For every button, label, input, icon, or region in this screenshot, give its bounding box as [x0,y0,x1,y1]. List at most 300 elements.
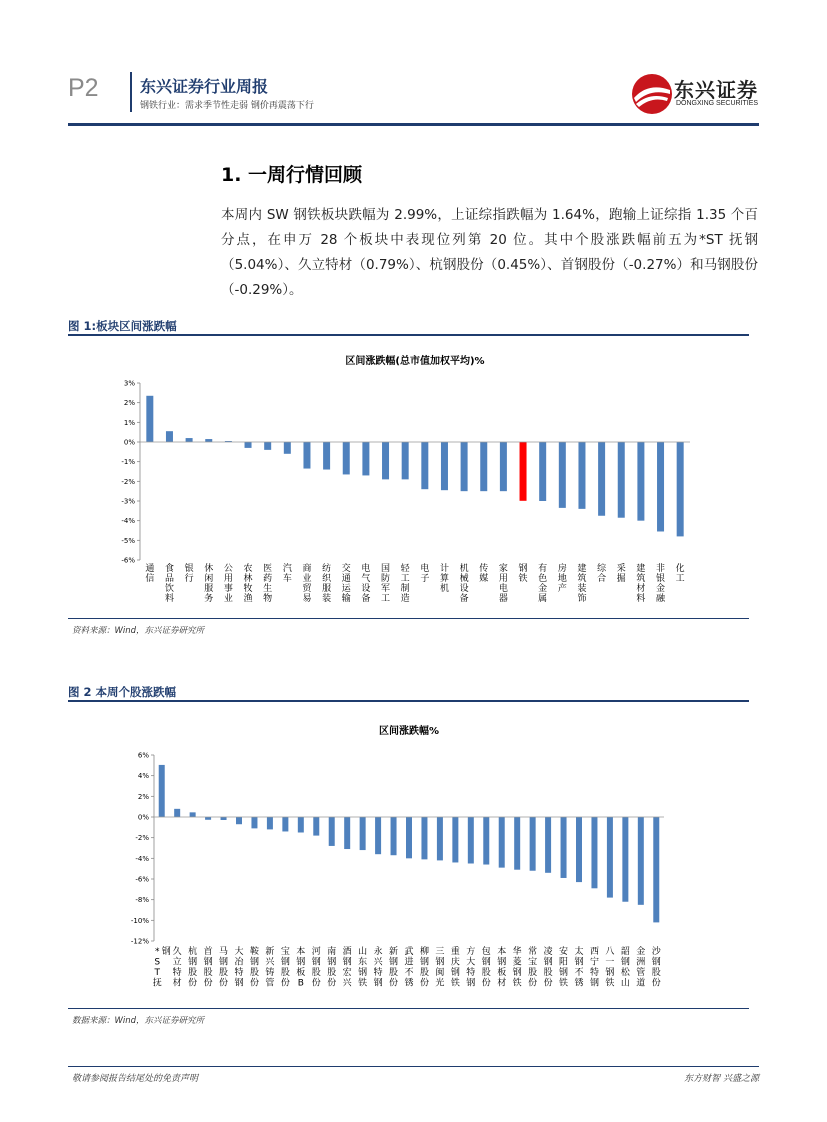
x-category-char: 钢 [651,957,661,968]
x-category-char: 不 [404,968,414,978]
x-category-char: 华 [512,947,522,957]
x-category-label [296,945,305,989]
x-category-char: 饰 [577,594,587,604]
x-category-char: 金 [656,584,666,594]
x-category-char: 份 [327,978,337,989]
bar [421,442,428,489]
x-category-char: 锈 [404,978,414,989]
y-tick-label: -6% [121,556,135,565]
x-category-char: 份 [219,978,229,989]
bar [622,817,628,902]
bar [284,442,291,454]
x-category-char: 松 [620,968,630,978]
x-category-char: 杭 [188,947,198,957]
x-category-label [327,945,336,989]
y-tick-label: -3% [121,497,135,506]
bar [677,442,684,536]
x-category-char: 家 [498,564,508,574]
x-category-char: 交 [341,564,351,574]
x-category-char: S [154,957,161,968]
bar [653,817,659,922]
x-category-char: 掘 [616,574,626,584]
x-category-char: 公 [223,564,233,574]
x-category-char: 装 [577,584,587,594]
x-category-label [577,562,586,604]
x-category-char: 首 [203,947,213,957]
x-category-char: 兴 [342,978,352,989]
x-category-char: 铸 [265,968,275,978]
x-category-char: 建 [577,564,587,574]
bar [483,817,489,865]
x-category-label [617,562,626,584]
y-tick-label: 1% [123,418,135,427]
bar [360,817,366,850]
x-category-char: 务 [204,594,214,604]
bar [576,817,582,882]
bar [598,442,605,516]
bar [186,438,193,442]
x-category-char: 色 [538,574,548,584]
bar [282,817,288,831]
x-category-char: 宏 [342,968,352,978]
x-category-char: 特 [234,968,244,978]
bar [520,442,527,501]
x-category-char: 钢 [280,957,290,968]
x-category-char: 车 [282,574,292,584]
x-category-char: 板 [497,968,507,978]
bar [530,817,536,871]
x-category-char: 织 [322,574,332,584]
x-category-char: 业 [223,594,233,604]
x-category-char: 输 [341,594,351,604]
x-category-label [361,562,370,604]
bar [561,817,567,878]
x-category-char: 股 [651,968,661,978]
x-category-char: 设 [459,584,469,594]
y-tick-label: -12% [130,937,149,946]
x-category-label [358,945,367,989]
x-category-char: 非 [656,564,666,574]
x-category-char: 管 [265,978,275,989]
x-category-char: 大 [234,947,244,957]
x-category-char: 股 [280,968,290,978]
x-category-char: 永 [373,947,383,957]
x-category-char: 股 [249,968,259,978]
x-category-char: 冶 [234,957,244,968]
x-category-char: 银 [656,574,666,584]
y-tick-label: -10% [130,916,149,925]
x-category-char: 菱 [512,957,522,968]
x-category-char: 媒 [479,574,489,584]
x-category-label [597,562,607,584]
bar [578,442,585,509]
x-category-label [499,562,508,604]
bar [205,439,212,442]
x-category-char: 河 [311,947,321,957]
y-tick-label: 0% [137,813,149,822]
x-category-label [281,945,290,989]
x-category-label [302,562,312,604]
bar [221,817,227,820]
x-category-label [224,563,233,604]
chart-sector-returns [68,338,749,616]
figure1-source: 资料来源：Wind，东兴证券研究所 [72,626,205,636]
x-category-label [374,945,384,989]
x-category-char: 易 [302,594,312,604]
x-category-label [451,945,460,989]
x-category-char: 一 [605,957,615,968]
x-category-char: 钢 [450,968,460,978]
x-category-char: 本 [497,947,507,957]
x-category-char: 军 [381,584,391,594]
x-category-char: 庆 [450,957,460,968]
x-category-char: 铁 [518,574,528,584]
x-category-label [420,945,429,989]
x-category-label [420,562,429,584]
x-category-char: 钢 [219,957,229,968]
bar [323,442,330,470]
x-category-char: 兴 [373,957,383,968]
y-tick-label: 4% [137,772,149,781]
x-category-char: 化 [675,564,685,574]
x-category-char: 凌 [543,947,553,957]
x-category-char: 新 [265,947,275,957]
bar [267,817,273,829]
x-category-char: 钢 [296,957,306,968]
bar [313,817,319,836]
x-category-char: 汽 [282,564,292,574]
x-category-char: 有 [538,564,548,574]
x-category-char: 饮 [164,584,174,594]
bar [174,809,180,817]
x-category-char: 常 [528,947,538,957]
x-category-label [656,562,666,604]
x-category-char: 管 [636,968,646,978]
x-category-char: 山 [620,978,630,989]
bar [514,817,520,870]
x-category-char: 钢 [311,957,321,968]
figure2-label: 图 2 本周个股涨跌幅 [68,685,177,699]
x-category-char: 医 [263,564,273,574]
x-category-char: 造 [400,594,410,604]
x-category-char: 包 [481,947,491,957]
header-rule [68,123,759,126]
x-category-label [381,563,390,604]
bar [480,442,487,491]
x-category-char: 钢 [589,978,599,989]
x-category-char: 地 [557,574,567,584]
x-category-char: 建 [636,564,646,574]
chart-stock-returns [68,704,749,1006]
x-category-label [482,945,491,989]
bar [591,817,597,888]
x-category-char: 房 [557,564,567,574]
x-category-char: 钢 [161,947,171,957]
x-category-char: 料 [636,594,646,604]
x-category-char: 韶 [620,947,630,957]
x-category-char: B [297,978,304,989]
x-category-label [219,946,228,989]
bar [382,442,389,479]
x-category-char: 兴 [265,957,275,968]
bar [159,765,165,817]
x-category-char: 太 [574,947,584,957]
x-category-char: 钢 [358,968,368,978]
x-category-char: 通 [341,574,351,584]
x-category-char: 铁 [559,978,569,989]
x-category-char: 股 [419,968,429,978]
x-category-char: 纺 [322,564,332,574]
x-category-char: 西 [589,947,599,957]
x-category-label [283,562,292,584]
x-category-char: 料 [164,594,174,604]
x-category-char: 综 [597,564,607,574]
x-category-label [342,562,352,604]
x-category-label [312,946,321,989]
x-category-char: 备 [361,594,371,604]
report-title: 东兴证券行业周报 [140,77,269,96]
x-category-label [265,945,275,989]
y-tick-label: -2% [121,477,135,486]
x-category-char: 八 [605,947,615,957]
x-category-char: 钢 [512,968,522,978]
x-category-label [558,562,567,594]
x-category-char: 特 [373,968,383,978]
y-tick-label: -1% [121,458,135,467]
figure1-top-rule [68,334,749,336]
x-category-char: 股 [389,968,399,978]
section-heading: 1. 一周行情回顾 [221,164,363,186]
x-category-char: 工 [400,574,410,584]
bar [638,817,644,905]
x-category-label [153,945,171,989]
x-category-char: 传 [479,564,489,574]
x-category-char: 产 [557,584,567,594]
bar [499,817,505,868]
x-category-char: 用 [223,574,233,584]
x-category-char: 份 [419,978,429,989]
x-category-char: 筑 [636,574,646,584]
x-category-char: 商 [302,564,312,574]
figure2-bottom-rule [68,1008,749,1009]
x-category-char: 信 [145,574,155,584]
y-tick-label: 2% [137,792,149,801]
y-tick-label: 3% [123,379,135,388]
x-category-char: 山 [358,947,368,957]
x-category-char: 算 [439,574,449,584]
x-category-label [574,945,583,989]
x-category-char: 股 [188,968,198,978]
x-category-char: 业 [302,574,312,584]
bar [298,817,304,833]
x-category-char: 筑 [577,574,587,584]
x-category-char: 牧 [243,584,253,594]
x-category-char: 运 [341,584,351,594]
y-tick-label: 6% [137,751,149,760]
x-category-char: 份 [528,978,538,989]
x-category-label [173,945,182,989]
x-category-char: 钢 [188,957,198,968]
x-category-label [590,946,599,989]
x-category-label [513,945,522,989]
x-category-char: 沙 [651,947,661,957]
x-category-char: 渔 [243,594,253,604]
x-category-label [519,562,528,584]
chart-title: 区间涨跌幅% [378,726,440,737]
y-tick-label: 2% [123,399,135,408]
x-category-char: 份 [481,978,491,989]
bar [402,442,409,479]
x-category-char: 设 [361,584,371,594]
bar [637,442,644,521]
x-category-char: 国 [381,564,391,574]
brand-logo-icon [630,72,674,116]
x-category-char: 股 [327,968,337,978]
x-category-label [621,945,631,989]
bar [559,442,566,508]
x-category-char: 酒 [342,947,352,957]
x-category-char: 机 [439,584,449,594]
x-category-char: 大 [466,957,476,968]
x-category-char: 钢 [327,957,337,968]
bar [607,817,613,898]
x-category-char: 钢 [373,978,383,989]
x-category-char: 特 [466,968,476,978]
x-category-char: 轻 [400,564,410,574]
x-category-label [559,945,568,989]
x-category-char: 品 [164,574,174,584]
x-category-label [204,945,213,989]
x-category-char: 铁 [605,978,615,989]
x-category-char: 材 [636,584,646,594]
x-category-char: 贸 [302,584,312,594]
x-category-char: 宝 [528,957,538,968]
bar [303,442,310,469]
bar [146,396,153,442]
x-category-char: 东 [358,957,368,968]
x-category-char: 板 [296,968,306,978]
x-category-char: 份 [249,978,259,989]
x-category-char: 钢 [605,968,615,978]
y-tick-label: -4% [135,854,149,863]
x-category-char: 本 [296,947,306,957]
x-category-char: 份 [389,978,399,989]
bar [236,817,242,824]
figure1-bottom-rule [68,618,749,619]
x-category-char: 制 [400,584,410,594]
x-category-char: 钢 [234,978,244,989]
y-tick-label: -2% [135,834,149,843]
x-category-label [676,562,685,584]
x-category-label [605,946,614,989]
bar [468,817,474,864]
figure2-top-rule [68,700,749,702]
bar [406,817,412,858]
bar [441,442,448,490]
x-category-char: 武 [404,947,414,957]
bar [251,817,257,828]
x-category-label [389,945,398,989]
bar [329,817,335,846]
x-category-char: 钢 [559,968,569,978]
x-category-label [263,563,272,604]
x-category-char: 药 [263,574,273,584]
x-category-char: 食 [164,564,174,574]
x-category-label [435,946,444,989]
x-category-char: 钢 [543,957,553,968]
x-category-label [343,946,353,989]
x-category-label [322,562,332,604]
x-category-label [479,562,488,584]
x-category-label [165,562,174,604]
x-category-char: 钢 [466,978,476,989]
bar [545,817,551,873]
x-category-char: 进 [404,957,414,968]
chart-title: 区间涨跌幅(总市值加权平均)% [345,356,485,367]
x-category-char: T [154,968,160,978]
x-category-label [466,945,475,989]
x-category-char: 钢 [574,957,584,968]
x-category-char: 鞍 [249,947,259,957]
bar [344,817,350,849]
y-tick-label: -4% [121,517,135,526]
bar [375,817,381,854]
x-category-char: 器 [498,594,508,604]
x-category-char: 久 [172,947,182,957]
y-tick-label: -8% [135,896,149,905]
x-category-char: 金 [538,584,548,594]
y-tick-label: -5% [121,536,135,545]
y-tick-label: 0% [123,438,135,447]
x-category-label [188,945,197,989]
x-category-char: 宝 [280,947,290,957]
x-category-char: 材 [172,978,182,989]
x-category-label [234,945,244,989]
figure1-label: 图 1:板块区间涨跌幅 [68,319,177,333]
x-category-char: 服 [322,584,332,594]
page-number: P2 [68,74,99,102]
bar [618,442,625,518]
brand-logo-english: DONGXING SECURITIES [676,100,759,107]
x-category-char: 用 [498,574,508,584]
x-category-char: 生 [263,584,273,594]
x-category-label [440,562,449,594]
x-category-char: 马 [219,947,229,957]
bar [437,817,443,860]
x-category-char: 金 [636,947,646,957]
x-category-char: 光 [435,978,445,989]
x-category-char: 新 [389,947,399,957]
x-category-char: 钢 [435,957,445,968]
x-category-char: 阳 [559,957,569,968]
x-category-char: 通 [145,564,155,574]
x-category-label [145,563,154,584]
x-category-char: 事 [223,584,233,594]
report-subtitle: 钢铁行业：需求季节性走弱 钢价再震荡下行 [140,101,314,111]
x-category-char: 属 [538,594,548,604]
footer-rule [68,1066,759,1067]
x-category-char: 闽 [435,968,445,978]
x-category-char: 服 [204,584,214,594]
x-category-char: 钢 [203,957,213,968]
x-category-char: 工 [381,594,391,604]
x-category-char: 行 [184,574,194,584]
x-category-char: 方 [466,947,476,957]
bar [190,812,196,817]
x-category-char: 计 [439,564,449,574]
x-category-char: 道 [636,978,646,989]
x-category-char: 股 [543,968,553,978]
